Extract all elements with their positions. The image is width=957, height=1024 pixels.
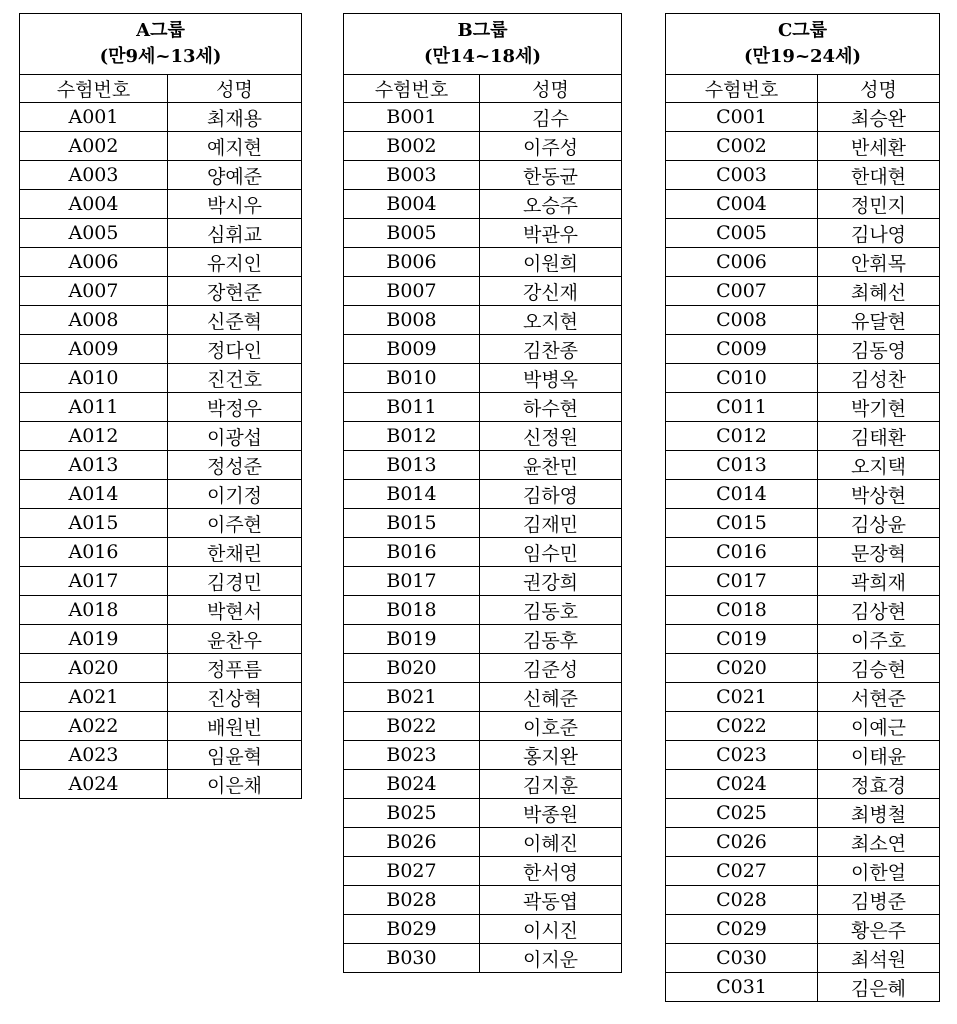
exam-number-cell: C002 <box>666 132 818 161</box>
exam-number-cell: B030 <box>344 944 480 973</box>
group-title: A그룹 <box>136 20 185 41</box>
exam-number-cell: A012 <box>20 422 168 451</box>
exam-number-cell: A020 <box>20 654 168 683</box>
table-row <box>666 219 940 248</box>
table-row <box>666 741 940 770</box>
table-row <box>344 596 622 625</box>
exam-number-cell: B017 <box>344 567 480 596</box>
table-row <box>344 451 622 480</box>
table-row <box>20 335 302 364</box>
student-name-cell: 이한얼 <box>818 857 940 886</box>
student-name-cell: 임수민 <box>480 538 622 567</box>
table-row <box>666 828 940 857</box>
table-row <box>20 625 302 654</box>
table-row <box>666 886 940 915</box>
student-name-cell: 예지현 <box>168 132 302 161</box>
student-name-cell: 신준혁 <box>168 306 302 335</box>
student-name-cell: 이주현 <box>168 509 302 538</box>
exam-number-cell: A010 <box>20 364 168 393</box>
table-row <box>20 306 302 335</box>
table-row <box>666 103 940 132</box>
exam-number-cell: C007 <box>666 277 818 306</box>
exam-number-cell: A014 <box>20 480 168 509</box>
group-a-title <box>20 14 302 75</box>
student-name-cell: 김상윤 <box>818 509 940 538</box>
table-row <box>344 625 622 654</box>
student-name-cell: 정효경 <box>818 770 940 799</box>
exam-number-cell: B009 <box>344 335 480 364</box>
student-name-cell: 박기현 <box>818 393 940 422</box>
exam-number-cell: C029 <box>666 915 818 944</box>
exam-number-cell: B011 <box>344 393 480 422</box>
table-row <box>344 509 622 538</box>
student-name-cell: 윤찬우 <box>168 625 302 654</box>
table-row <box>344 654 622 683</box>
exam-number-cell: B008 <box>344 306 480 335</box>
table-row <box>666 973 940 1002</box>
table-row <box>344 741 622 770</box>
table-row <box>666 944 940 973</box>
exam-number-cell: B013 <box>344 451 480 480</box>
student-name-cell: 신혜준 <box>480 683 622 712</box>
table-row <box>666 451 940 480</box>
table-row <box>666 132 940 161</box>
exam-number-cell: B003 <box>344 161 480 190</box>
table-row <box>344 683 622 712</box>
exam-number-cell: C012 <box>666 422 818 451</box>
student-name-cell: 이원희 <box>480 248 622 277</box>
student-name-cell: 유달현 <box>818 306 940 335</box>
student-name-cell: 김성찬 <box>818 364 940 393</box>
student-name-cell: 박상현 <box>818 480 940 509</box>
exam-number-cell: A002 <box>20 132 168 161</box>
table-row <box>666 509 940 538</box>
table-row <box>344 828 622 857</box>
table-row <box>666 915 940 944</box>
student-name-cell: 양예준 <box>168 161 302 190</box>
table-row <box>344 335 622 364</box>
student-name-cell: 김준성 <box>480 654 622 683</box>
table-row <box>344 567 622 596</box>
group-age-range: (만19~24세) <box>744 46 861 67</box>
student-name-cell: 최석원 <box>818 944 940 973</box>
group-age-range: (만14~18세) <box>424 46 541 67</box>
exam-number-cell: B021 <box>344 683 480 712</box>
table-row <box>666 306 940 335</box>
exam-number-cell: B007 <box>344 277 480 306</box>
table-row <box>344 277 622 306</box>
student-name-cell: 오승주 <box>480 190 622 219</box>
exam-number-cell: B004 <box>344 190 480 219</box>
table-row <box>20 770 302 799</box>
exam-number-cell: C027 <box>666 857 818 886</box>
exam-number-cell: C004 <box>666 190 818 219</box>
column-header-name: 성명 <box>818 75 940 103</box>
exam-number-cell: B028 <box>344 886 480 915</box>
student-name-cell: 김동후 <box>480 625 622 654</box>
student-name-cell: 한동균 <box>480 161 622 190</box>
exam-number-cell: C028 <box>666 886 818 915</box>
exam-number-cell: C015 <box>666 509 818 538</box>
group-c-table <box>665 13 940 1002</box>
student-name-cell: 곽동엽 <box>480 886 622 915</box>
table-row <box>666 857 940 886</box>
table-row <box>666 248 940 277</box>
exam-number-cell: A021 <box>20 683 168 712</box>
exam-number-cell: A018 <box>20 596 168 625</box>
student-name-cell: 서현준 <box>818 683 940 712</box>
table-row <box>344 886 622 915</box>
exam-number-cell: C026 <box>666 828 818 857</box>
exam-number-cell: C006 <box>666 248 818 277</box>
exam-number-cell: A001 <box>20 103 168 132</box>
exam-number-cell: C020 <box>666 654 818 683</box>
column-header-id: 수험번호 <box>666 75 818 103</box>
table-row <box>20 277 302 306</box>
student-name-cell: 이은채 <box>168 770 302 799</box>
table-row <box>344 915 622 944</box>
student-name-cell: 김재민 <box>480 509 622 538</box>
student-name-cell: 최소연 <box>818 828 940 857</box>
group-a-table <box>19 13 302 799</box>
group-title: C그룹 <box>777 20 828 41</box>
exam-number-cell: B012 <box>344 422 480 451</box>
exam-number-cell: A008 <box>20 306 168 335</box>
table-row <box>666 335 940 364</box>
exam-number-cell: C011 <box>666 393 818 422</box>
student-name-cell: 김수 <box>480 103 622 132</box>
exam-number-cell: A013 <box>20 451 168 480</box>
exam-number-cell: B025 <box>344 799 480 828</box>
group-title: B그룹 <box>457 20 508 41</box>
student-name-cell: 안휘목 <box>818 248 940 277</box>
column-header-id: 수험번호 <box>20 75 168 103</box>
group-b-rows <box>344 103 622 973</box>
exam-number-cell: A019 <box>20 625 168 654</box>
table-row <box>20 596 302 625</box>
student-name-cell: 임윤혁 <box>168 741 302 770</box>
table-row <box>344 712 622 741</box>
exam-number-cell: C003 <box>666 161 818 190</box>
table-row <box>20 538 302 567</box>
table-row <box>20 132 302 161</box>
student-name-cell: 윤찬민 <box>480 451 622 480</box>
table-row <box>344 480 622 509</box>
table-row <box>344 422 622 451</box>
table-row <box>20 393 302 422</box>
table-row <box>344 770 622 799</box>
table-row <box>344 248 622 277</box>
group-a-rows <box>20 103 302 799</box>
exam-number-cell: A024 <box>20 770 168 799</box>
exam-number-cell: C023 <box>666 741 818 770</box>
student-name-cell: 정민지 <box>818 190 940 219</box>
table-row <box>344 364 622 393</box>
student-name-cell: 진건호 <box>168 364 302 393</box>
table-row <box>20 480 302 509</box>
table-row <box>344 190 622 219</box>
table-row <box>344 132 622 161</box>
student-name-cell: 박정우 <box>168 393 302 422</box>
table-row <box>20 248 302 277</box>
student-name-cell: 박시우 <box>168 190 302 219</box>
table-row <box>666 625 940 654</box>
table-row <box>666 770 940 799</box>
table-row <box>20 422 302 451</box>
group-c-title <box>666 14 940 75</box>
student-name-cell: 이주성 <box>480 132 622 161</box>
student-name-cell: 김하영 <box>480 480 622 509</box>
exam-number-cell: A017 <box>20 567 168 596</box>
table-row <box>344 944 622 973</box>
exam-number-cell: C019 <box>666 625 818 654</box>
exam-number-cell: A015 <box>20 509 168 538</box>
exam-number-cell: B024 <box>344 770 480 799</box>
exam-number-cell: B020 <box>344 654 480 683</box>
exam-number-cell: A006 <box>20 248 168 277</box>
student-name-cell: 김은혜 <box>818 973 940 1002</box>
exam-number-cell: C030 <box>666 944 818 973</box>
exam-number-cell: A016 <box>20 538 168 567</box>
student-name-cell: 하수현 <box>480 393 622 422</box>
table-row <box>20 683 302 712</box>
table-row <box>20 451 302 480</box>
group-b-table <box>343 13 622 973</box>
student-name-cell: 배원빈 <box>168 712 302 741</box>
table-row <box>20 741 302 770</box>
student-name-cell: 김동영 <box>818 335 940 364</box>
table-row <box>666 712 940 741</box>
student-name-cell: 최승완 <box>818 103 940 132</box>
table-row <box>20 654 302 683</box>
table-row <box>20 364 302 393</box>
student-name-cell: 이호준 <box>480 712 622 741</box>
student-name-cell: 정푸름 <box>168 654 302 683</box>
exam-number-cell: B005 <box>344 219 480 248</box>
column-header-name: 성명 <box>168 75 302 103</box>
exam-number-cell: C010 <box>666 364 818 393</box>
student-name-cell: 이주호 <box>818 625 940 654</box>
student-name-cell: 김승현 <box>818 654 940 683</box>
table-row <box>666 596 940 625</box>
exam-number-cell: A005 <box>20 219 168 248</box>
student-name-cell: 문장혁 <box>818 538 940 567</box>
exam-number-cell: B029 <box>344 915 480 944</box>
exam-number-cell: C009 <box>666 335 818 364</box>
student-name-cell: 강신재 <box>480 277 622 306</box>
student-name-cell: 이지운 <box>480 944 622 973</box>
student-name-cell: 한채린 <box>168 538 302 567</box>
student-name-cell: 김경민 <box>168 567 302 596</box>
exam-number-cell: C025 <box>666 799 818 828</box>
table-row <box>20 567 302 596</box>
student-name-cell: 반세환 <box>818 132 940 161</box>
student-name-cell: 최재용 <box>168 103 302 132</box>
student-name-cell: 이시진 <box>480 915 622 944</box>
table-row <box>344 857 622 886</box>
table-row <box>666 567 940 596</box>
exam-number-cell: C022 <box>666 712 818 741</box>
student-name-cell: 박병옥 <box>480 364 622 393</box>
student-name-cell: 김지훈 <box>480 770 622 799</box>
table-row <box>666 799 940 828</box>
table-row <box>20 509 302 538</box>
student-name-cell: 황은주 <box>818 915 940 944</box>
exam-number-cell: A004 <box>20 190 168 219</box>
student-name-cell: 이광섭 <box>168 422 302 451</box>
table-row <box>344 393 622 422</box>
column-header-name: 성명 <box>480 75 622 103</box>
exam-number-cell: C018 <box>666 596 818 625</box>
exam-number-cell: A007 <box>20 277 168 306</box>
table-row <box>344 219 622 248</box>
student-name-cell: 박종원 <box>480 799 622 828</box>
student-name-cell: 오지택 <box>818 451 940 480</box>
table-row <box>666 393 940 422</box>
table-row <box>344 799 622 828</box>
student-name-cell: 홍지완 <box>480 741 622 770</box>
student-name-cell: 김동호 <box>480 596 622 625</box>
exam-number-cell: B001 <box>344 103 480 132</box>
exam-number-cell: A003 <box>20 161 168 190</box>
table-row <box>20 103 302 132</box>
student-name-cell: 이태윤 <box>818 741 940 770</box>
student-name-cell: 김나영 <box>818 219 940 248</box>
exam-number-cell: B016 <box>344 538 480 567</box>
student-name-cell: 신정원 <box>480 422 622 451</box>
table-row <box>20 190 302 219</box>
student-name-cell: 장현준 <box>168 277 302 306</box>
table-row <box>666 161 940 190</box>
student-name-cell: 한서영 <box>480 857 622 886</box>
student-name-cell: 심휘교 <box>168 219 302 248</box>
exam-number-cell: B023 <box>344 741 480 770</box>
student-name-cell: 곽희재 <box>818 567 940 596</box>
exam-number-cell: C021 <box>666 683 818 712</box>
student-name-cell: 정다인 <box>168 335 302 364</box>
group-b-title <box>344 14 622 75</box>
table-row <box>20 712 302 741</box>
column-header-id: 수험번호 <box>344 75 480 103</box>
student-name-cell: 최병철 <box>818 799 940 828</box>
group-c-rows <box>666 103 940 1002</box>
exam-number-cell: C017 <box>666 567 818 596</box>
table-row <box>666 538 940 567</box>
table-row <box>666 480 940 509</box>
exam-number-cell: C016 <box>666 538 818 567</box>
student-name-cell: 이혜진 <box>480 828 622 857</box>
exam-number-cell: B002 <box>344 132 480 161</box>
student-name-cell: 한대현 <box>818 161 940 190</box>
exam-number-cell: A023 <box>20 741 168 770</box>
student-name-cell: 유지인 <box>168 248 302 277</box>
exam-number-cell: B015 <box>344 509 480 538</box>
exam-number-cell: C014 <box>666 480 818 509</box>
student-name-cell: 최혜선 <box>818 277 940 306</box>
exam-number-cell: B010 <box>344 364 480 393</box>
exam-number-cell: B022 <box>344 712 480 741</box>
table-row <box>20 161 302 190</box>
exam-number-cell: B014 <box>344 480 480 509</box>
exam-number-cell: C024 <box>666 770 818 799</box>
exam-number-cell: C031 <box>666 973 818 1002</box>
table-row <box>666 277 940 306</box>
exam-number-cell: B018 <box>344 596 480 625</box>
table-row <box>344 306 622 335</box>
exam-number-cell: C005 <box>666 219 818 248</box>
exam-number-cell: A009 <box>20 335 168 364</box>
student-name-cell: 박현서 <box>168 596 302 625</box>
exam-number-cell: B026 <box>344 828 480 857</box>
student-name-cell: 박관우 <box>480 219 622 248</box>
table-row <box>666 654 940 683</box>
exam-number-cell: B019 <box>344 625 480 654</box>
student-name-cell: 이기정 <box>168 480 302 509</box>
student-name-cell: 진상혁 <box>168 683 302 712</box>
student-name-cell: 김병준 <box>818 886 940 915</box>
table-row <box>20 219 302 248</box>
exam-number-cell: C001 <box>666 103 818 132</box>
student-name-cell: 오지현 <box>480 306 622 335</box>
student-name-cell: 정성준 <box>168 451 302 480</box>
exam-number-cell: B027 <box>344 857 480 886</box>
table-row <box>666 364 940 393</box>
table-row <box>344 538 622 567</box>
table-row <box>344 103 622 132</box>
student-name-cell: 이예근 <box>818 712 940 741</box>
table-row <box>344 161 622 190</box>
table-row <box>666 190 940 219</box>
table-row <box>666 422 940 451</box>
exam-number-cell: B006 <box>344 248 480 277</box>
table-row <box>666 683 940 712</box>
exam-number-cell: A022 <box>20 712 168 741</box>
exam-number-cell: C008 <box>666 306 818 335</box>
student-name-cell: 권강희 <box>480 567 622 596</box>
group-age-range: (만9세~13세) <box>99 46 222 67</box>
student-name-cell: 김상현 <box>818 596 940 625</box>
student-name-cell: 김태환 <box>818 422 940 451</box>
exam-number-cell: A011 <box>20 393 168 422</box>
exam-number-cell: C013 <box>666 451 818 480</box>
student-name-cell: 김찬종 <box>480 335 622 364</box>
